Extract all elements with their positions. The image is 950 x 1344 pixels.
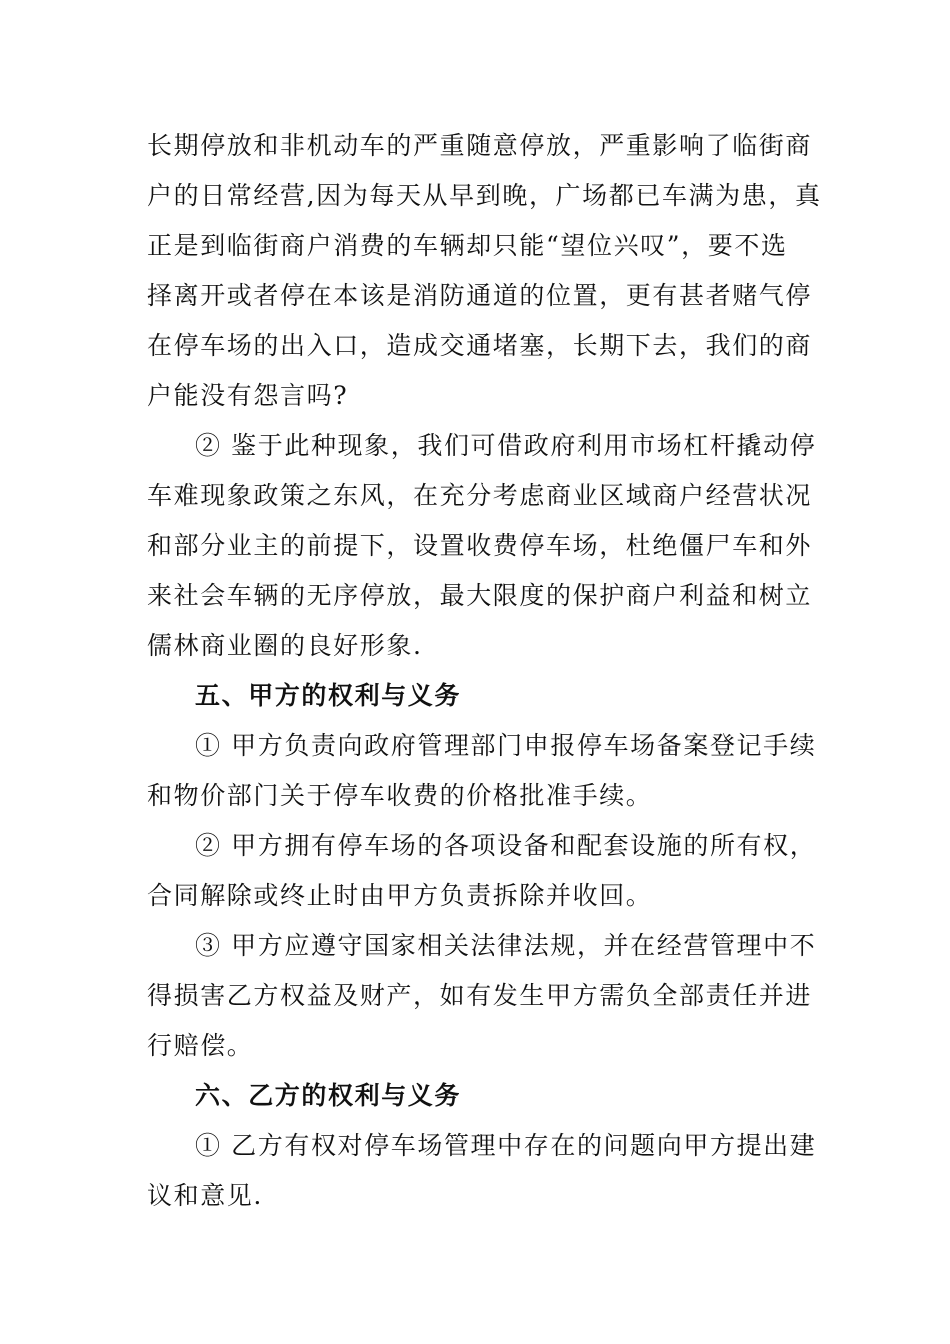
paragraph-line: 长期停放和非机动车的严重随意停放，严重影响了临街商 [147,131,813,160]
paragraph-line: 行赔偿。 [147,1031,254,1060]
section-heading: 五、甲方的权利与义务 [195,681,462,710]
paragraph-line: 议和意见. [147,1181,263,1210]
paragraph-line: 和物价部门关于停车收费的价格批准手续。 [147,781,653,810]
paragraph-line: 正是到临街商户消费的车辆却只能“望位兴叹”，要不选 [147,231,788,260]
paragraph-line: ① 甲方负责向政府管理部门申报停车场备案登记手续 [195,731,817,760]
paragraph-line: 户的日常经营,因为每天从早到晚，广场都已车满为患，真 [147,181,822,210]
paragraph-line: 儒林商业圈的良好形象. [147,631,423,660]
paragraph-line: 得损害乙方权益及财产，如有发生甲方需负全部责任并进 [147,981,813,1010]
paragraph-line: ② 甲方拥有停车场的各项设备和配套设施的所有权， [195,831,817,860]
paragraph-line: 来社会车辆的无序停放，最大限度的保护商户利益和树立 [147,581,813,610]
paragraph-line: ② 鉴于此种现象，我们可借政府利用市场杠杆撬动停 [195,431,817,460]
paragraph-line: ③ 甲方应遵守国家相关法律法规，并在经营管理中不 [195,931,817,960]
paragraph-line: ① 乙方有权对停车场管理中存在的问题向甲方提出建 [195,1131,817,1160]
paragraph-line: 在停车场的出入口，造成交通堵塞，长期下去，我们的商 [147,331,813,360]
paragraph-line: 和部分业主的前提下，设置收费停车场，杜绝僵尸车和外 [147,531,813,560]
paragraph-line: 合同解除或终止时由甲方负责拆除并收回。 [147,881,653,910]
paragraph-line: 户能没有怨言吗? [147,381,349,410]
paragraph-line: 车难现象政策之东风，在充分考虑商业区域商户经营状况 [147,481,813,510]
section-heading: 六、乙方的权利与义务 [195,1081,462,1110]
paragraph-line: 择离开或者停在本该是消防通道的位置，更有甚者赌气停 [147,281,813,310]
